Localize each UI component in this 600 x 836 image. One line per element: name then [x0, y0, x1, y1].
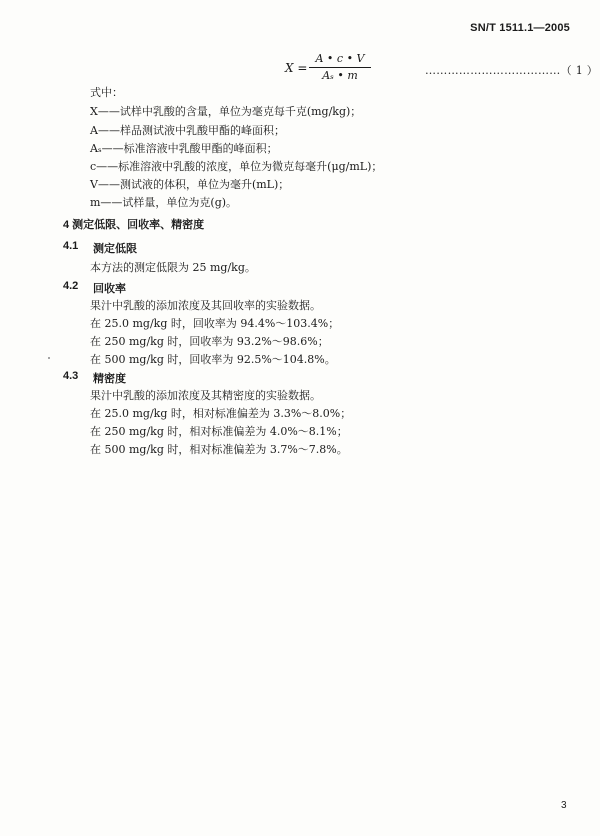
- formula-denominator: Aₛ • m: [322, 69, 358, 82]
- definition-m: m——试样量，单位为克(g)。: [90, 196, 238, 209]
- fraction-bar: [309, 67, 371, 68]
- section-4-3-number: 4.3: [63, 370, 79, 382]
- section-4-2-line: 果汁中乳酸的添加浓度及其回收率的实验数据。: [90, 299, 321, 312]
- definition-x: X——试样中乳酸的含量，单位为毫克每千克(mg/kg)；: [90, 105, 362, 118]
- section-4-2-line: 在 500 mg/kg 时，回收率为 92.5%～104.8%。: [90, 353, 336, 366]
- section-4-1-title: 测定低限: [93, 243, 137, 255]
- section-4-2-line: 在 25.0 mg/kg 时，回收率为 94.4%～103.4%；: [90, 317, 340, 330]
- section-4-3-line: 在 250 mg/kg 时，相对标准偏差为 4.0%～8.1%；: [90, 425, 348, 438]
- section-4-3-line: 在 25.0 mg/kg 时，相对标准偏差为 3.3%～8.0%；: [90, 407, 352, 420]
- definition-a: A——样品测试液中乳酸甲酯的峰面积；: [90, 124, 285, 137]
- formula-numerator: A • c • V: [315, 52, 365, 65]
- definition-c: c——标准溶液中乳酸的浓度，单位为微克每毫升(μg/mL)；: [90, 160, 383, 173]
- section-4-2-title: 回收率: [93, 283, 126, 295]
- section-4-1-number: 4.1: [63, 240, 79, 252]
- section-4-2-line: 在 250 mg/kg 时，回收率为 93.2%～98.6%；: [90, 335, 329, 348]
- section-4-3-line: 果汁中乳酸的添加浓度及其精密度的实验数据。: [90, 389, 321, 402]
- definition-as: Aₛ——标准溶液中乳酸甲酯的峰面积；: [90, 142, 278, 155]
- page-number: 3: [561, 800, 567, 811]
- section-4-2-number: 4.2: [63, 280, 79, 292]
- standard-code: SN/T 1511.1—2005: [470, 22, 570, 34]
- definition-v: V——测试液的体积，单位为毫升(mL)；: [90, 178, 290, 191]
- formula-lhs: X =: [285, 61, 308, 75]
- formula-number: ………………………………（ 1 ）: [425, 64, 599, 77]
- section-4-3-title: 精密度: [93, 373, 126, 385]
- where-label: 式中：: [90, 86, 123, 99]
- section-4-3-line: 在 500 mg/kg 时，相对标准偏差为 3.7%～7.8%。: [90, 443, 348, 456]
- formula-fraction: [309, 52, 371, 83]
- section-4-1-text: 本方法的测定低限为 25 mg/kg。: [90, 261, 256, 274]
- section-4-heading: 4 测定低限、回收率、精密度: [63, 219, 205, 231]
- scan-speck: [48, 357, 50, 359]
